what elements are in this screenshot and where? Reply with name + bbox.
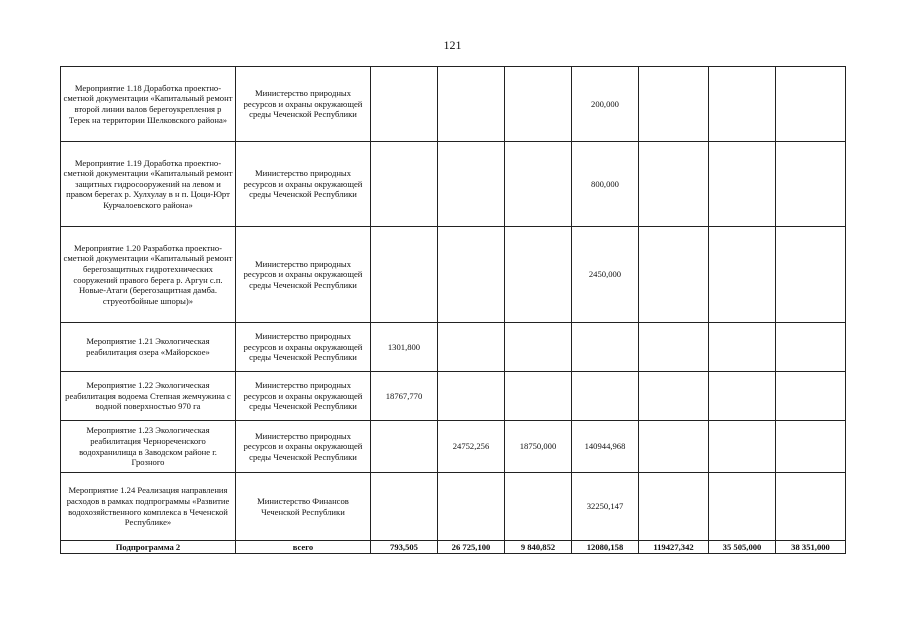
value-cell	[776, 372, 846, 421]
total-value-cell: 793,505	[371, 541, 438, 554]
total-value-cell: 12080,158	[572, 541, 639, 554]
value-cell	[709, 473, 776, 541]
value-cell	[438, 227, 505, 323]
value-cell: 200,000	[572, 67, 639, 142]
value-cell: 32250,147	[572, 473, 639, 541]
value-cell	[776, 67, 846, 142]
total-value-cell: 35 505,000	[709, 541, 776, 554]
table-row	[61, 372, 846, 421]
ministry-cell: Министерство природных ресурсов и охраны окружающей среды Чеченской Республики	[236, 227, 371, 323]
value-cell	[438, 372, 505, 421]
value-cell	[438, 142, 505, 227]
value-cell	[776, 421, 846, 473]
value-cell	[505, 67, 572, 142]
activity-cell: Мероприятие 1.24 Реализация направления расходов в рамках подпрограммы «Развитие водохозяйственного комплекса в Чеченской Республике»	[61, 473, 236, 541]
table-row	[61, 421, 846, 473]
value-cell	[776, 142, 846, 227]
table-row	[61, 473, 846, 541]
value-cell	[505, 372, 572, 421]
table-row	[61, 323, 846, 372]
ministry-cell: Министерство природных ресурсов и охраны окружающей среды Чеченской Республики	[236, 372, 371, 421]
table-body	[61, 67, 846, 554]
value-cell: 18750,000	[505, 421, 572, 473]
value-cell: 2450,000	[572, 227, 639, 323]
value-cell	[709, 227, 776, 323]
value-cell	[639, 372, 709, 421]
ministry-cell: Министерство природных ресурсов и охраны окружающей среды Чеченской Республики	[236, 142, 371, 227]
value-cell	[776, 473, 846, 541]
value-cell	[371, 473, 438, 541]
total-value-cell: 9 840,852	[505, 541, 572, 554]
value-cell	[505, 227, 572, 323]
total-value-cell: 119427,342	[639, 541, 709, 554]
value-cell	[371, 227, 438, 323]
value-cell	[776, 227, 846, 323]
ministry-cell: Министерство природных ресурсов и охраны окружающей среды Чеченской Республики	[236, 421, 371, 473]
value-cell	[505, 473, 572, 541]
total-type-label: всего	[236, 541, 371, 554]
value-cell	[438, 67, 505, 142]
activity-cell: Мероприятие 1.21 Экологическая реабилитация озера «Майорское»	[61, 323, 236, 372]
value-cell: 18767,770	[371, 372, 438, 421]
activity-cell: Мероприятие 1.23 Экологическая реабилитация Чернореченского водохранилища в Заводском районе г. Грозного	[61, 421, 236, 473]
activity-cell: Мероприятие 1.22 Экологическая реабилитация водоема Степная жемчужина с водной поверхностью 970 га	[61, 372, 236, 421]
total-value-cell: 38 351,000	[776, 541, 846, 554]
value-cell	[639, 227, 709, 323]
value-cell: 24752,256	[438, 421, 505, 473]
activity-cell: Мероприятие 1.18 Доработка проектно-сметной документации «Капитальный ремонт второй линии валов берегоукрепления р Терек на территории Шелковского района»	[61, 67, 236, 142]
budget-table	[60, 66, 846, 554]
value-cell	[505, 142, 572, 227]
value-cell	[371, 421, 438, 473]
value-cell	[639, 142, 709, 227]
ministry-cell: Министерство Финансов Чеченской Республики	[236, 473, 371, 541]
value-cell	[438, 473, 505, 541]
ministry-cell: Министерство природных ресурсов и охраны окружающей среды Чеченской Республики	[236, 323, 371, 372]
value-cell	[776, 323, 846, 372]
value-cell	[709, 67, 776, 142]
total-row	[61, 541, 846, 554]
value-cell: 1301,800	[371, 323, 438, 372]
value-cell	[709, 421, 776, 473]
value-cell	[709, 372, 776, 421]
value-cell	[639, 421, 709, 473]
subprogram-label: Подпрограмма 2	[61, 541, 236, 554]
value-cell	[438, 323, 505, 372]
value-cell	[371, 142, 438, 227]
table-row	[61, 142, 846, 227]
value-cell	[505, 323, 572, 372]
ministry-cell: Министерство природных ресурсов и охраны окружающей среды Чеченской Республики	[236, 67, 371, 142]
value-cell	[572, 323, 639, 372]
value-cell	[639, 67, 709, 142]
value-cell: 800,000	[572, 142, 639, 227]
value-cell	[371, 67, 438, 142]
activity-cell: Мероприятие 1.20 Разработка проектно-сметной документации «Капитальный ремонт берегозащитных гидротехнических сооружений правого берега р. Аргун с.п. Новые-Атаги (берегозащитная дамба. струеотбойные шпоры)»	[61, 227, 236, 323]
value-cell	[639, 473, 709, 541]
value-cell	[709, 323, 776, 372]
table-row	[61, 227, 846, 323]
value-cell: 140944,968	[572, 421, 639, 473]
table-row	[61, 67, 846, 142]
page-number: 121	[443, 38, 462, 52]
total-value-cell: 26 725,100	[438, 541, 505, 554]
value-cell	[709, 142, 776, 227]
value-cell	[572, 372, 639, 421]
value-cell	[639, 323, 709, 372]
activity-cell: Мероприятие 1.19 Доработка проектно-сметной документации «Капитальный ремонт защитных гидросооружений на левом и правом берегах р. Хулхулау в н п. Цоци-Юрт Курчалоевского района»	[61, 142, 236, 227]
